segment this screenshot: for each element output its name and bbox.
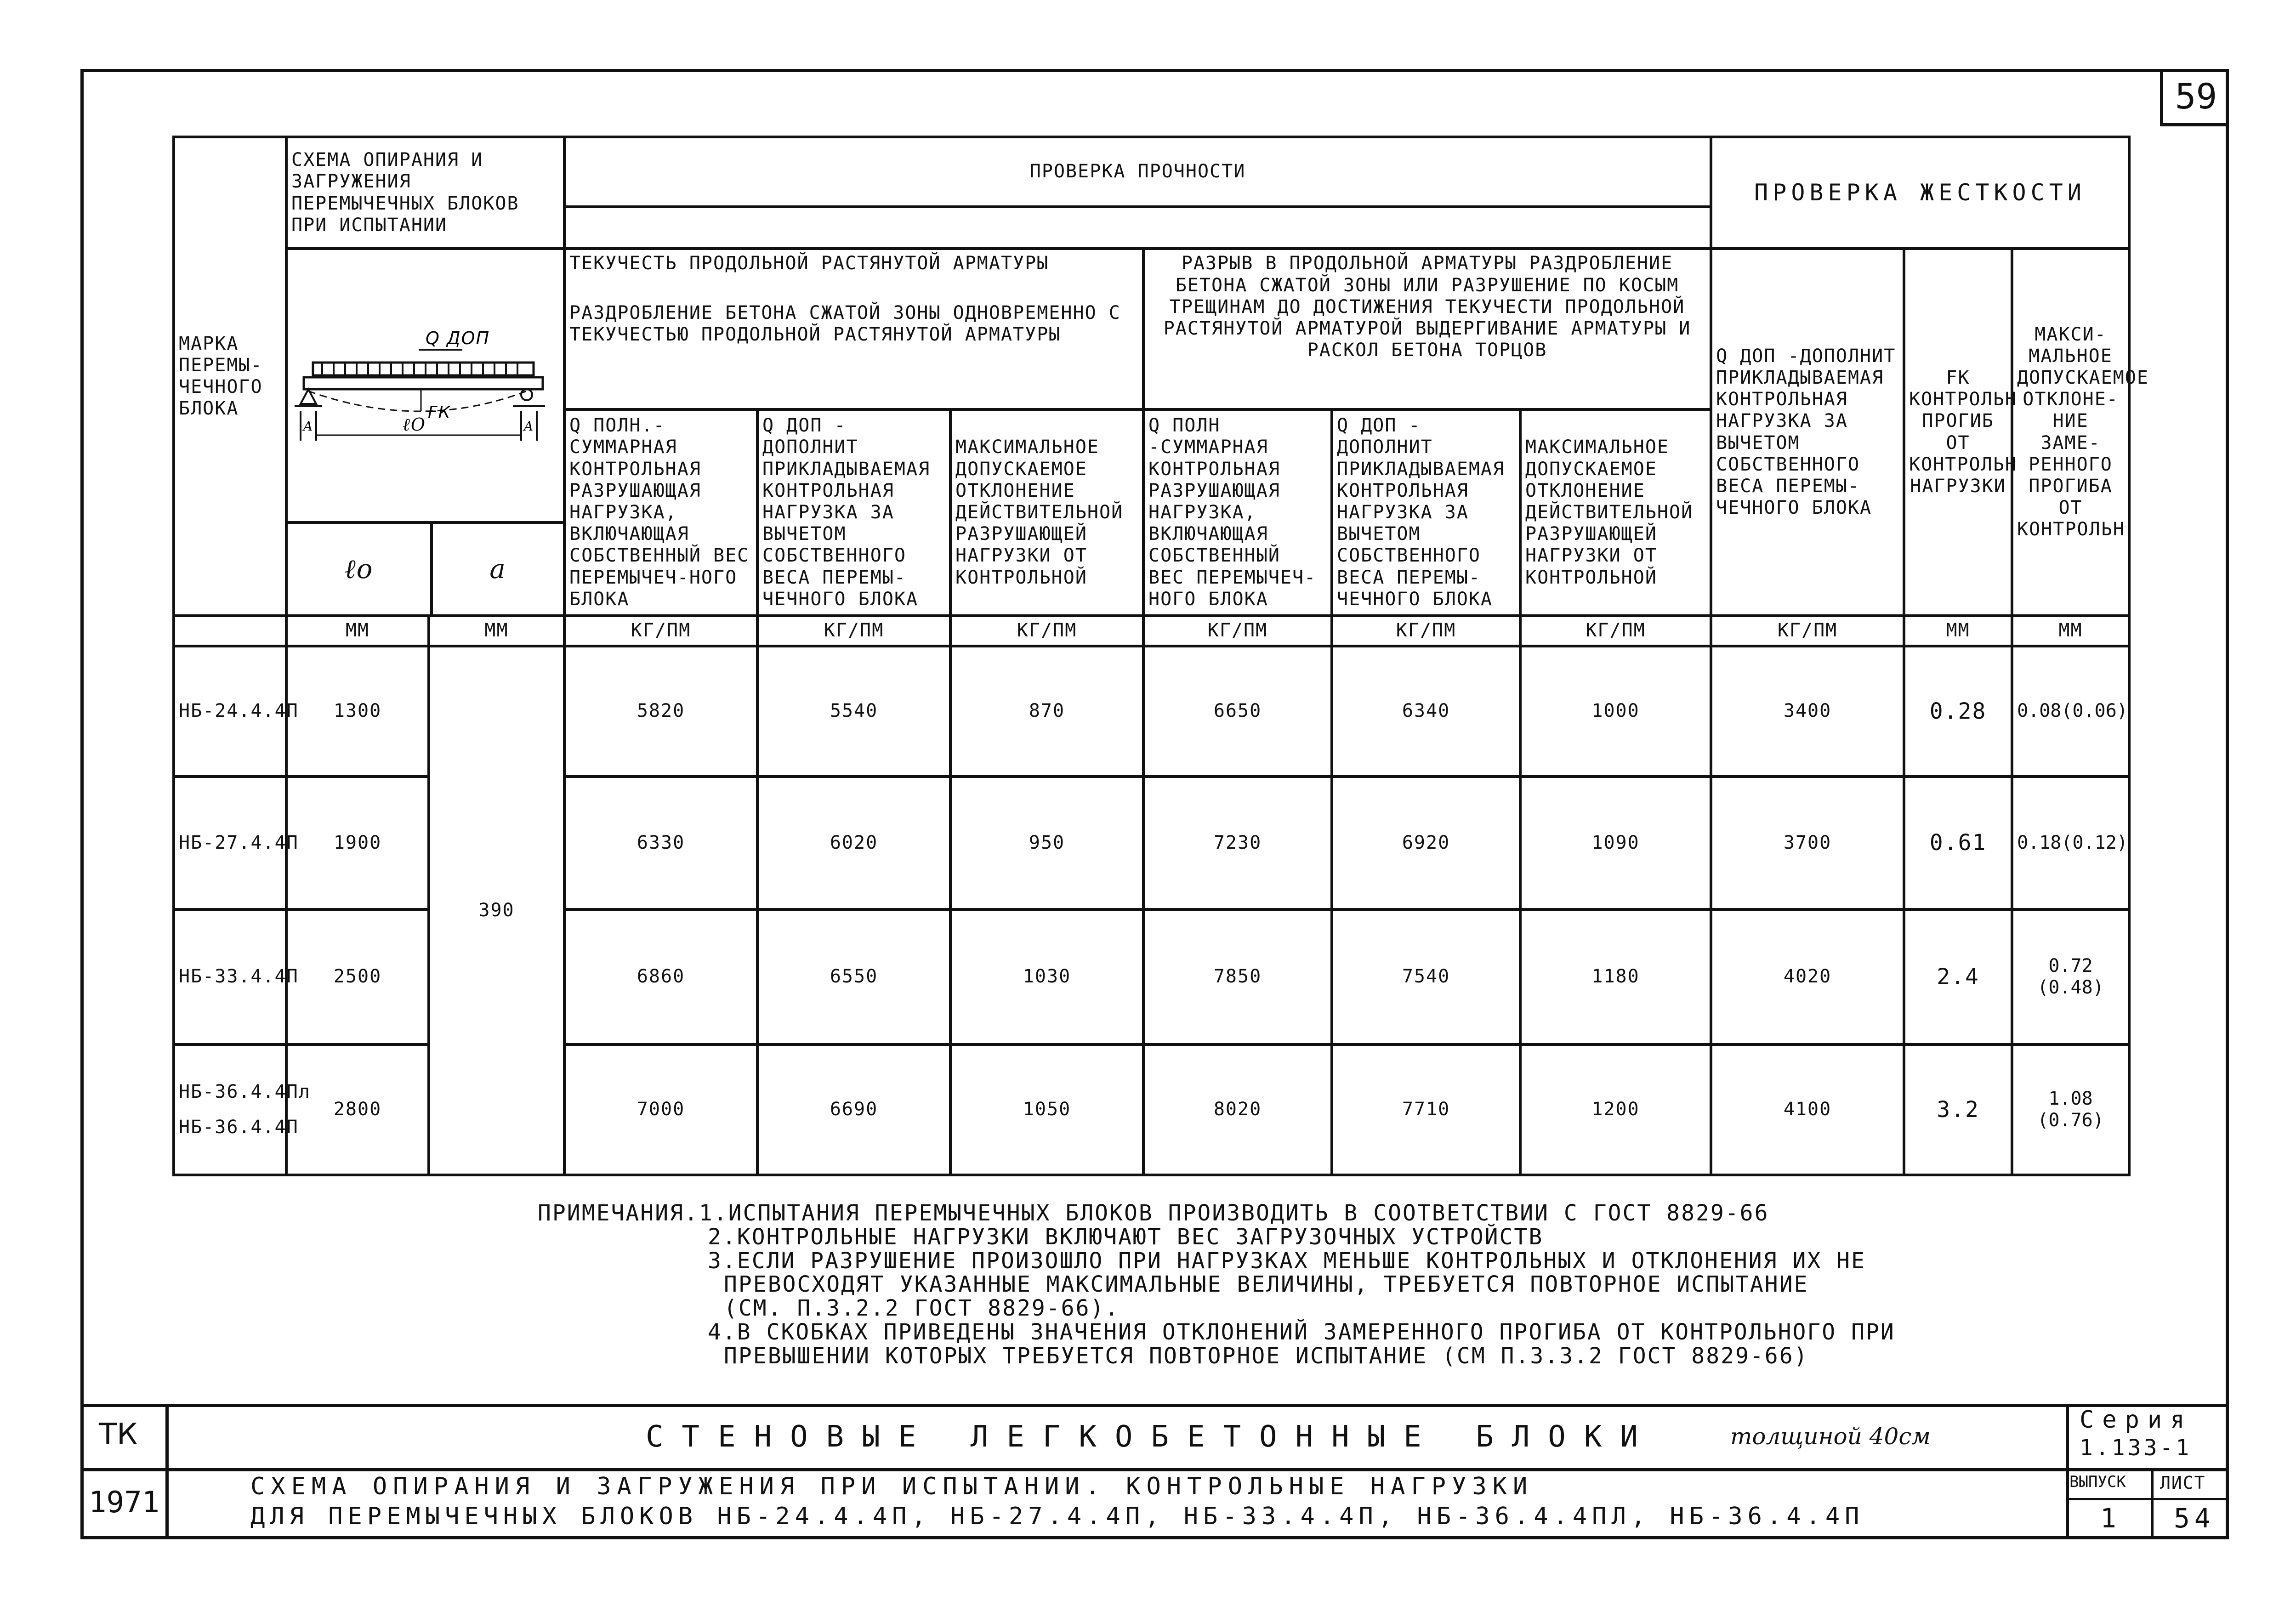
row-v3: 870 [950,646,1143,777]
row-v7: 4100 [1711,1044,1904,1175]
col-fk: FК КОНТРОЛЬН ПРОГИБ ОТ КОНТРОЛЬН НАГРУЗКИ [1904,249,2012,616]
row-v1: 6860 [564,909,757,1044]
row-v4: 7850 [1143,909,1332,1044]
col-q-dop: Q ДОП - ДОПОЛНИТ ПРИКЛАДЫВАЕМАЯ КОНТРОЛЬНАЯ НАГРУЗКА ЗА ВЫЧЕТОМ СОБСТВЕННОГО ВЕСА ПЕРЕМЫ-ЧЕЧНОГО БЛОКА [757,409,950,616]
row-v4: 8020 [1143,1044,1332,1175]
note-4b: ПРЕВЫШЕНИИ КОТОРЫХ ТРЕБУЕТСЯ ПОВТОРНОЕ ИСПЫТАНИЕ (СМ П.3.3.2 ГОСТ 8829-66) [724,1343,1809,1369]
stamp-sheet-label: ЛИСТ [2160,1473,2206,1493]
note-4a: 4.В СКОБКАХ ПРИВЕДЕНЫ ЗНАЧЕНИЯ ОТКЛОНЕНИЙ ЗАМЕРЕННОГО ПРОГИБА ОТ КОНТРОЛЬНОГО ПРИ [708,1319,1895,1345]
unit-q-dop: КГ/ПМ [757,616,950,646]
row-v9: 0.72 (0.48) [2012,909,2129,1044]
row-v2: 6690 [757,1044,950,1175]
l0-label: ℓo [403,414,426,435]
row-l0: 1900 [286,777,429,909]
stamp-year: 1971 [89,1486,160,1520]
stamp-mid-line [80,1468,2229,1471]
unit-mark-empty [174,616,286,646]
unit-fk: ММ [1904,616,2012,646]
test-load-table [172,136,2149,1176]
stamp-issue-divider [2151,1468,2154,1539]
group1-header [564,249,1143,409]
note-3b: ПРЕВОСХОДЯТ УКАЗАННЫЕ МАКСИМАЛЬНЫЕ ВЕЛИЧИНЫ, ТРЕБУЕТСЯ ПОВТОРНОЕ ИСПЫТАНИЕ [724,1271,1809,1298]
row-v7: 3400 [1711,646,1904,777]
a-value: 390 [429,646,564,1175]
stamp-desc-1: СХЕМА ОПИРАНИЯ И ЗАГРУЖЕНИЯ ПРИ ИСПЫТАНИИ. КОНТРОЛЬНЫЕ НАГРУЗКИ [250,1473,1534,1500]
row-v1: 6330 [564,777,757,909]
row-v9: 0.18(0.12) [2012,777,2129,909]
sub-l0: ℓo [288,524,433,614]
col-q-dop-stiff: Q ДОП -ДОПОЛНИТ ПРИКЛАДЫВАЕМАЯ КОНТРОЛЬНАЯ НАГРУЗКА ЗА ВЫЧЕТОМ СОБСТВЕННОГО ВЕСА ПЕРЕМЫ-ЧЕЧНОГО БЛОКА [1711,249,1904,616]
group1-title: ТЕКУЧЕСТЬ ПРОДОЛЬНОЙ РАСТЯНУТОЙ АРМАТУРЫ [569,253,1049,274]
stamp-title-main: СТЕНОВЫЕ ЛЕГКОБЕТОННЫЕ БЛОКИ [646,1420,1656,1454]
row-mark: НБ-27.4.4П [174,777,286,909]
strength-spacer [564,207,1711,249]
page-number: 59 [2160,69,2229,126]
row-mark: НБ-33.4.4П [174,909,286,1044]
stamp-title-thick: толщиной 40см [1730,1423,1931,1450]
row-v2: 6550 [757,909,950,1044]
row-l0: 2500 [286,909,429,1044]
row-v5: 7710 [1332,1044,1520,1175]
row-v4: 6650 [1143,646,1332,777]
unit-max-def: ММ [2012,616,2129,646]
col-max-deflection: МАКСИ-МАЛЬНОЕ ДОПУСКАЕМОЕ ОТКЛОНЕ-НИЕ ЗАМЕ-РЕННОГО ПРОГИБА ОТ КОНТРОЛЬН [2012,249,2129,616]
stiffness-title: ПРОВЕРКА ЖЕСТКОСТИ [1711,137,2129,249]
unit-q-dop-stiff: КГ/ПМ [1711,616,1904,646]
row-mark: НБ-24.4.4П [174,646,286,777]
row-v3: 1050 [950,1044,1143,1175]
stamp-issue-value: 1 [2100,1503,2116,1534]
unit-max-2: КГ/ПМ [1520,616,1711,646]
stamp-sheet-value: 54 [2174,1503,2215,1534]
note-1: ПРИМЕЧАНИЯ.1.ИСПЫТАНИЯ ПЕРЕМЫЧЕЧНЫХ БЛОКОВ ПРОИЗВОДИТЬ В СООТВЕТСТВИИ С ГОСТ 8829-66 [538,1200,1769,1226]
support-scheme-diagram [288,312,559,459]
a-label-left: a [303,419,314,434]
row-v1: 7000 [564,1044,757,1175]
group1-sub: РАЗДРОБЛЕНИЕ БЕТОНА СЖАТОЙ ЗОНЫ ОДНОВРЕМЕННО С ТЕКУЧЕСТЬЮ ПРОДОЛЬНОЙ РАСТЯНУТОЙ АРМАТУРЫ [569,302,1121,345]
group2-header: РАЗРЫВ В ПРОДОЛЬНОЙ АРМАТУРЫ РАЗДРОБЛЕНИЕ БЕТОНА СЖАТОЙ ЗОНЫ ИЛИ РАЗРУШЕНИЕ ПО КОСЫМ ТРЕЩИНАМ ДО ДОСТИЖЕНИЯ ТЕКУЧЕСТИ ПРОДОЛЬНОЙ РАСТЯНУТОЙ АРМАТУРОЙ ВЫДЕРГИВАНИЕ АРМАТУРЫ И РАСКОЛ БЕТОНА ТОРЦОВ [1143,249,1711,409]
row-l0: 1300 [286,646,429,777]
row-v8: 0.28 [1904,646,2012,777]
stamp-left-divider [165,1404,169,1539]
col-mark-header: МАРКА ПЕРЕМЫ-ЧЕЧНОГО БЛОКА [174,137,286,616]
row-v6: 1090 [1520,777,1711,909]
row-v9: 1.08 (0.76) [2012,1044,2129,1175]
row-v7: 4020 [1711,909,1904,1044]
stamp-issue-line [2066,1498,2229,1500]
row-v6: 1200 [1520,1044,1711,1175]
scheme-sub-row [286,522,564,616]
unit-l0: ММ [286,616,429,646]
note-3a: 3.ЕСЛИ РАЗРУШЕНИЕ ПРОИЗОШЛО ПРИ НАГРУЗКАХ МЕНЬШЕ КОНТРОЛЬНЫХ И ОТКЛОНЕНИЯ ИХ НЕ [708,1248,1866,1274]
stamp-top-line [80,1404,2229,1407]
row-v2: 6020 [757,777,950,909]
col-max-deviation: МАКСИМАЛЬНОЕ ДОПУСКАЕМОЕ ОТКЛОНЕНИЕ ДЕЙСТВИТЕЛЬНОЙ РАЗРУШАЮЩЕЙ НАГРУЗКИ ОТ КОНТРОЛЬНОЙ [950,409,1143,616]
row-v3: 950 [950,777,1143,909]
col-q-poln: Q ПОЛН.- СУММАРНАЯ КОНТРОЛЬНАЯ РАЗРУШАЮЩАЯ НАГРУЗКА, ВКЛЮЧАЮЩАЯ СОБСТВЕННЫЙ ВЕС ПЕРЕМЫЧЕЧ-НОГО БЛОКА [564,409,757,616]
unit-q-poln-2: КГ/ПМ [1143,616,1332,646]
row-v8: 2.4 [1904,909,2012,1044]
stamp-desc-2: ДЛЯ ПЕРЕМЫЧЕЧНЫХ БЛОКОВ НБ-24.4.4П, НБ-27.4.4П, НБ-33.4.4П, НБ-36.4.4ПЛ, НБ-36.4.4П [250,1503,1864,1530]
row-mark-2: НБ-36.4.4П [179,1117,299,1138]
col-q-poln-2: Q ПОЛН -СУММАРНАЯ КОНТРОЛЬНАЯ РАЗРУШАЮЩАЯ НАГРУЗКА, ВКЛЮЧАЮЩАЯ СОБСТВЕННЫЙ ВЕС ПЕРЕМЫЧЕЧ-НОГО БЛОКА [1143,409,1332,616]
row-v2: 5540 [757,646,950,777]
row-l0: 2800 [286,1044,429,1175]
row-v6: 1000 [1520,646,1711,777]
scheme-diagram-cell [286,249,564,522]
row-v1: 5820 [564,646,757,777]
stamp-issue-label: ВЫПУСК [2069,1473,2126,1491]
stamp-right-divider [2066,1404,2069,1539]
row-v5: 6340 [1332,646,1520,777]
row-v7: 3700 [1711,777,1904,909]
q-dop-label: q доп [426,328,490,349]
row-mark [174,1044,311,1175]
row-mark-1: НБ-36.4.4Пл [179,1081,311,1102]
stamp-series-label: Серия [2080,1406,2193,1434]
row-v6: 1180 [1520,909,1711,1044]
table-row [174,646,2129,777]
title-block [80,1404,2229,1539]
notes-block [538,1202,2008,1368]
unit-q-dop-2: КГ/ПМ [1332,616,1520,646]
row-v9: 0.08(0.06) [2012,646,2129,777]
stamp-org: ТК [99,1418,138,1452]
row-v3: 1030 [950,909,1143,1044]
row-v8: 0.61 [1904,777,2012,909]
col-q-dop-2: Q ДОП - ДОПОЛНИТ ПРИКЛАДЫВАЕМАЯ КОНТРОЛЬНАЯ НАГРУЗКА ЗА ВЫЧЕТОМ СОБСТВЕННОГО ВЕСА ПЕРЕМЫ-ЧЕЧНОГО БЛОКА [1332,409,1520,616]
unit-q-poln: КГ/ПМ [564,616,757,646]
row-v5: 6920 [1332,777,1520,909]
note-3c: (СМ. П.3.2.2 ГОСТ 8829-66). [724,1295,1120,1322]
a-label-right: a [524,419,534,434]
sub-a: a [489,553,506,585]
strength-title: ПРОВЕРКА ПРОЧНОСТИ [564,137,1711,207]
row-v5: 7540 [1332,909,1520,1044]
row-v4: 7230 [1143,777,1332,909]
unit-max: КГ/ПМ [950,616,1143,646]
note-2: 2.КОНТРОЛЬНЫЕ НАГРУЗКИ ВКЛЮЧАЮТ ВЕС ЗАГРУЗОЧНЫХ УСТРОЙСТВ [708,1224,1544,1250]
unit-a: ММ [429,616,564,646]
fk-label: fк [428,403,451,422]
scheme-header: СХЕМА ОПИРАНИЯ И ЗАГРУЖЕНИЯ ПЕРЕМЫЧЕЧНЫХ БЛОКОВ ПРИ ИСПЫТАНИИ [286,137,564,249]
row-v8: 3.2 [1904,1044,2012,1175]
col-max-deviation-2: МАКСИМАЛЬНОЕ ДОПУСКАЕМОЕ ОТКЛОНЕНИЕ ДЕЙСТВИТЕЛЬНОЙ РАЗРУШАЮЩЕЙ НАГРУЗКИ ОТ КОНТРОЛЬНОЙ [1520,409,1711,616]
stamp-series-value: 1.133-1 [2080,1435,2192,1461]
